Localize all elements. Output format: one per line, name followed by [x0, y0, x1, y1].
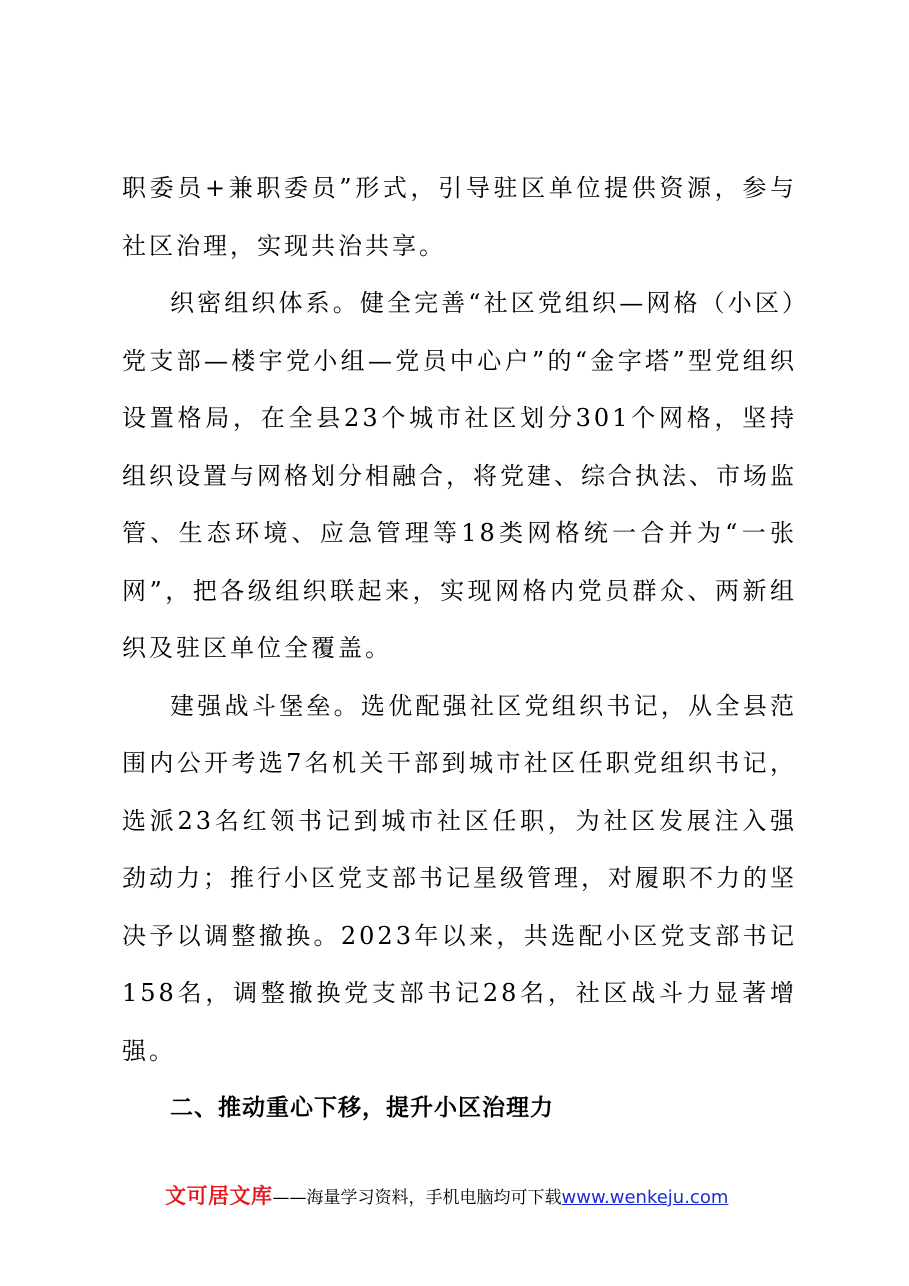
paragraph-2: 织密组织体系。健全完善“社区党组织—网格（小区）党支部—楼宇党小组—党员中心户”的“金字塔”型党组织设置格局，在全县23个城市社区划分301个网格，坚持组织设置与网格划分相融合，将党建、综合执法、市场监管、生态环境、应急管理等18类网格统一合并为“一张网”，把各级组织联起来，实现网格内党员群众、两新组织及驻区单位全覆盖。 [122, 289, 797, 662]
footer-banner [165, 1180, 825, 1214]
section-heading: 二、推动重心下移，提升小区治理力 [170, 1095, 554, 1121]
document-body [122, 160, 797, 1138]
paragraph-3: 建强战斗堡垒。选优配强社区党组织书记，从全县范围内公开考选7名机关干部到城市社区任职党组织书记，选派23名红领书记到城市社区任职，为社区发展注入强劲动力；推行小区党支部书记星级管理，对履职不力的坚决予以调整撤换。2023年以来，共选配小区党支部书记158名，调整撤换党支部书记28名，社区战斗力显著增强。 [122, 691, 797, 1065]
footer-brand: 文可居文库 [165, 1184, 273, 1208]
paragraph-1: 职委员+兼职委员”形式，引导驻区单位提供资源，参与社区治理，实现共治共享。 [122, 174, 797, 260]
footer-tagline: ——海量学习资料，手机电脑均可下载 [272, 1188, 562, 1208]
footer-website-link[interactable]: www.wenkeju.com [561, 1187, 729, 1208]
